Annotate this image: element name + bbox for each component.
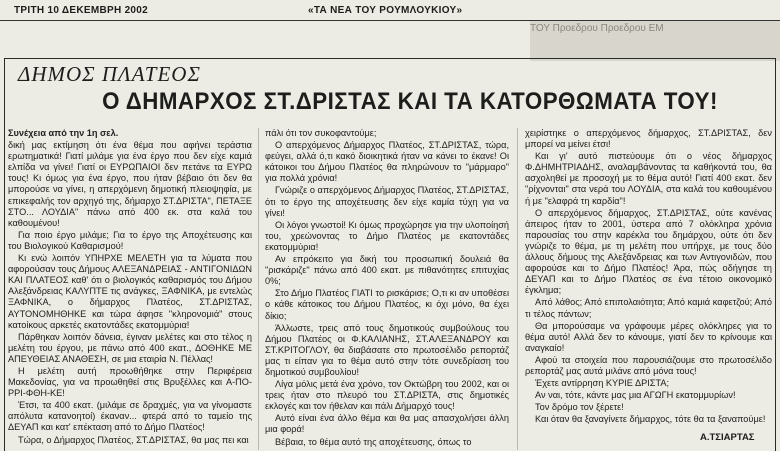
paragraph: Βέβαια, το θέμα αυτό της αποχέτευσης, όπως το <box>275 436 472 447</box>
column-divider <box>517 128 518 450</box>
article-column-3 <box>525 128 772 426</box>
paragraph: Από λάθος; Από επιπολαιότητα; Από καμιά καφετζού; Από τι τέλος πάντων; <box>525 297 772 319</box>
article-column-2 <box>265 128 509 449</box>
paragraph: Έτσι, τα 400 εκατ. (μιλάμε σε δραχμές, για να γίνομαστε απόλυτα κατανοητοί) έκαναν... φτερά από το ταμείο της ΔΕΥΑΠ και κατ' επέκταση από το Δήμο Πλατέος! <box>8 400 252 433</box>
newspaper-header <box>0 0 780 21</box>
paragraph: Η μελέτη αυτή προωθήθηκε στην Περιφέρεια Μακεδονίας, για να προωθηθεί στις Βρυξέλλες και Α-ΠΟ-ΡΡΙ-ΦΘΗ-ΚΕ! <box>8 365 252 399</box>
newspaper-name: «ΤΑ ΝΕΑ ΤΟΥ ΡΟΥΜΛΟΥΚΙΟΥ» <box>308 5 463 16</box>
paragraph: Αφού τα στοιχεία που παρουσιάζουμε στο πρωτοσέλιδο ρεπορτάζ μας αυτά μιλάνε από μόνα τους! <box>525 354 772 376</box>
adjacent-page-bleed <box>530 21 780 61</box>
paragraph: Κι ενώ λοιπόν ΥΠΗΡΧΕ ΜΕΛΕΤΗ για τα λύματα που αφορούσαν τους Δήμους ΑΛΕΞΑΝΔΡΕΙΑΣ - ΑΝΤΙΓΟΝΙΔΩΝ ΚΑΙ ΠΛΑΤΕΟΣ καθ' ότι ο βιολογικός καθαρισμός του Δήμου Αλεξάνδρειας ΚΑΛΥΠΤΕ τις ανάγκες, ΞΑΦΝΙΚΑ, με εντελώς ΞΑΦΝΙΚΑ, ο δήμαρχος Πλατέος, ΣΤ.ΔΡΙΣΤΑΣ, ΑΥΤΟΝΟΜΗΘΗΚΕ και τώρα άφησε "κληρονομιά" στους κατοίκους αρκετές εκατοντάδες εκατομμύρια! <box>8 253 252 330</box>
paragraph: χειρίστηκε ο απερχόμενος δήμαρχος, ΣΤ.ΔΡΙΣΤΑΣ, δεν μπορεί να μείνει έτσι! <box>525 128 772 150</box>
issue-date: ΤΡΙΤΗ 10 ΔΕΚΕΜΒΡΗ 2002 <box>14 5 149 16</box>
continuation-note: Συνέχεια από την 1η σελ. <box>8 128 119 138</box>
author-signature: Α.ΤΣΙΑΡΤΑΣ <box>700 432 755 443</box>
paragraph: δική μας εκτίμηση ότι ένα θέμα που αφήνει τεράστια ερωτηματικά! Γιατί μιλάμε για ένα έργο που δεν είχε καμιά ελπίδα να γίνει! Γιατί οι ΕΥΡΩΠΑΙΟΙ δεν πετάνε τα ΕΥΡΩ τους! Κι όμως για ένα έργο, που ήταν βέβαιο ότι δεν θα μπορούσε να γίνει, η απερχόμενη δημοτική πλειοψηφία, με επικεφαλής τον αρχηγό της, δήμαρχο ΣΤ.ΔΡΙΣΤΑ", ΠΕΤΑΞΕ ΣΤΟ... ΛΟΥΔΙΑ" πάνω από 400 εκ. στα καλά του καθουμένου! <box>8 140 252 228</box>
paragraph: Άλλωστε, τρεις από τους δημοτικούς συμβούλους του Δήμου Πλατέος οι Φ.ΚΑΛΙΑΝΗΣ, ΣΤ.ΑΛΕΞΑΝΔΡΟΥ και ΣΤ.ΚΡΙΤΟΓΛΟΥ, θα διαβάσατε στο πρωτοσέλιδο ρεπορτάζ μας τι είπαν για το θέμα αυτό στην τότε συνεδρίαση του δημοτικού συμβουλίου! <box>265 322 509 377</box>
paragraph: Ο απερχόμενος Δήμαρχος Πλατέος, ΣΤ.ΔΡΙΣΤΑΣ, τώρα, φεύγει, αλλά ό,τι κακό διοικητικά ήταν να κάνει το έκανε! Οι κάτοικοι του Δήμου Πλατέος θα πληρώνουν το "μάρμαρο" για πολλά χρόνια! <box>265 140 509 184</box>
article-column-1 <box>8 128 252 447</box>
bleed-text: ΤΟΥ Προεδρου Προεδρου ΕΜ <box>530 23 664 34</box>
paragraph: Γνώριζε ο απερχόμενος Δήμαρχος Πλατέος, ΣΤ.ΔΡΙΣΤΑΣ, ότι το έργο της αποχέτευσης δεν είχε καμία τύχη για να γίνει! <box>265 185 509 218</box>
paragraph: Λίγα μόλις μετά ένα χρόνο, τον Οκτώβρη του 2002, και οι τρεις ήταν στο πλευρό του ΣΤ.ΔΡΙΣΤΑ, στις δημοτικές εκλογές και τον ήθελαν και πάλι Δήμαρχό τους! <box>265 379 509 412</box>
paragraph: Οι λόγοι γνωστοί! Κι όμως προχώρησε για την υλοποίησή του, χρεώνοντας το Δήμο Πλατέος με εκατοντάδες εκατομμύρια! <box>265 219 509 252</box>
paragraph: Αν επρόκειτο για δική του προσωπική δουλειά θα "ρισκάριζε" πάνω από 400 εκατ. με πιθανότητες επιτυχίας 0%; <box>265 254 509 287</box>
paragraph: πάλι ότι τον συκοφαντούμε; <box>265 128 377 138</box>
municipality-kicker: ΔΗΜΟΣ ΠΛΑΤΕΟΣ <box>18 62 201 86</box>
paragraph: Αν ναι, τότε, κάντε μας μια ΑΓΩΓΗ εκατομμυρίων! <box>535 390 736 401</box>
column-divider <box>258 128 259 450</box>
paragraph: Και γι' αυτό πιστεύουμε ότι ο νέος δήμαρχος Φ.ΔΗΜΗΤΡΙΑΔΗΣ, αναλαμβάνοντας τα καθήκοντά του, θα ασχοληθεί με προσοχή με το θέμα αυτό! Γιατί 400 εκατ. δεν "ρίχνονται" στα νερά του ΛΟΥΔΙΑ, στα καλά του καθουμένου ή με "ελαφρά τη καρδία"! <box>525 151 772 206</box>
paragraph: Για ποιο έργο μιλάμε; Για το έργο της Αποχέτευσης και του Βιολογικού Καθαρισμού! <box>8 229 252 251</box>
paragraph: Αυτό είναι ένα άλλο θέμα και θα μας απασχολήσει άλλη μια φορά! <box>265 413 509 435</box>
paragraph: Έχετε αντίρρηση ΚΥΡΙΕ ΔΡΙΣΤΑ; <box>535 378 670 389</box>
paragraph: Και όταν θα ξαναγίνετε δήμαρχος, τότε θα τα ξαναπούμε! <box>535 414 766 425</box>
paragraph: Τώρα, ο Δήμαρχος Πλατέος, ΣΤ.ΔΡΙΣΤΑΣ, θα μας πει και <box>18 434 249 445</box>
paragraph: Θα μπορούσαμε να γράφουμε μέρες ολόκληρες για το θέμα αυτό! Αλλά δεν το κάνουμε, γιατί δεν το κρίνουμε και αναγκαίο! <box>525 320 772 353</box>
paragraph: Στο Δήμο Πλατέος ΓΙΑΤΙ το ρισκάρισε; Ο,τι κι αν υποθέσει ο κάθε κάτοικος του Δήμου Πλατέος, κι όχι μόνο, θα έχει δίκιο; <box>265 288 509 321</box>
paragraph: Ο απερχόμενος δήμαρχος, ΣΤ.ΔΡΙΣΤΑΣ, ούτε κανένας άπειρος ήταν το 2001, ύστερα από 7 ολόκληρα χρόνια παρουσίας του στην καρέκλα του δημάρχου, ούτε ότι δεν γνώριζε το θέμα, με τη μελέτη που υπήρχε, με τους δύο άλλους δήμους της Αλεξάνδρειας και των Αντιγονιδών, που αφορούσε και το Δήμο Πλατέος! Άρα, πώς οδήγησε τη ΔΕΥΑΠ και το Δήμο Πλατέος σε ένα τέτοιο οικονομικό έγκλημα; <box>525 207 772 296</box>
article-headline: Ο ΔΗΜΑΡΧΟΣ ΣΤ.ΔΡΙΣΤΑΣ ΚΑΙ ΤΑ ΚΑΤΟΡΘΩΜΑΤΑ ΤΟΥ! <box>102 88 718 115</box>
paragraph: Πάρθηκαν λοιπόν δάνεια, έγιναν μελέτες και στο τέλος η μελέτη του έργου, με πάνω από 400 εκατ., ΔΟΘΗΚΕ ΜΕ ΑΠΕΥΘΕΙΑΣ ΑΝΑΘΕΣΗ, σε μια εταιρία Ν. Πέλλας! <box>8 331 252 364</box>
paragraph: Τον δρόμο τον ξέρετε! <box>535 402 624 413</box>
